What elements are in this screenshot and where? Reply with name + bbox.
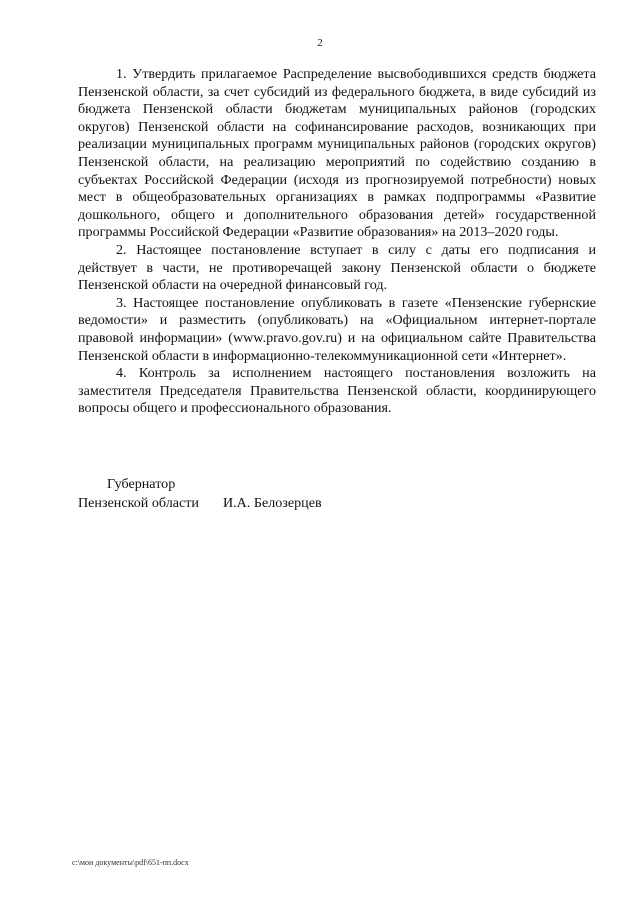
- footer-file-path: c:\мои документы\pdf\651-пп.docx: [72, 858, 189, 867]
- page-number: 2: [317, 37, 323, 49]
- paragraph-1: 1. Утвердить прилагаемое Распределение высвободившихся средств бюджета Пензенской области, за счет субсидий из федерального бюджета, в виде субсидий из бюджета Пензенской области бюджетам муниципальных районов (городских округов) Пензенской области на софинансирование расходов, возникающих при реализации муниципальных программ муниципальных районов (городских округов) Пензенской области, на реализацию мероприятий по содействию созданию в субъектах Российской Федерации (исходя из прогнозируемой потребности) новых мест в общеобразовательных организациях в рамках подпрограммы «Развитие дошкольного, общего и дополнительного образования детей» государственной программы Российской Федерации «Развитие образования» на 2013–2020 годы.: [78, 66, 596, 241]
- signatory-title: Губернатор: [107, 476, 176, 492]
- signatory-name: И.А. Белозерцев: [222, 495, 322, 511]
- paragraph-3: 3. Настоящее постановление опубликовать в газете «Пензенские губернские ведомости» и разместить (опубликовать) на «Официальном интернет-портале правовой информации» (www.pravo.gov.ru) и на официальном сайте Правительства Пензенской области в информационно-телекоммуникационной сети «Интернет».: [78, 294, 596, 364]
- signature-block: [78, 475, 498, 513]
- signatory-region: Пензенской области: [78, 495, 199, 511]
- document-body: [78, 66, 596, 418]
- paragraph-2: 2. Настоящее постановление вступает в силу с даты его подписания и действует в части, не противоречащей закону Пензенской области о бюджете Пензенской области на очередной финансовый год.: [78, 241, 596, 294]
- signatory-row: [78, 494, 498, 513]
- paragraph-4: 4. Контроль за исполнением настоящего постановления возложить на заместителя Председателя Правительства Пензенской области, координирующего вопросы общего и профессионального образования.: [78, 365, 596, 417]
